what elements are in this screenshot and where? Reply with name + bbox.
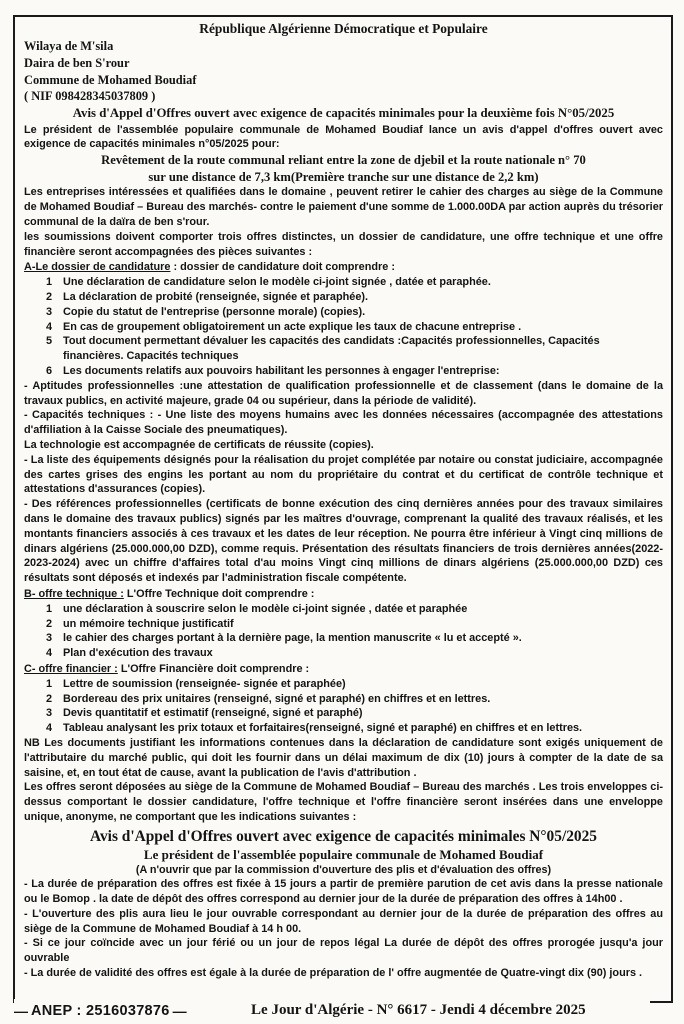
footer-dash-right: — [172, 1002, 187, 1019]
list-item-text: Plan d'exécution des travaux [63, 647, 213, 660]
list-item-text: En cas de groupement obligatoirement un acte explique les taux de chacune entreprise . [63, 320, 522, 333]
anep-reference: ANEP : 2516037876 [31, 1002, 170, 1019]
republic-header: République Algérienne Démocratique et Populaire [199, 21, 488, 36]
list-item-number: 1 [46, 276, 53, 289]
paragraph-lead: - Capacités techniques : [24, 409, 158, 422]
envelope-president-line: Le président de l'assemblée populaire communale de Mohamed Boudiaf [143, 846, 544, 862]
list-item-number: 2 [46, 291, 53, 304]
paragraph-aptitudes [24, 379, 663, 409]
paragraph-references-professionnelles [24, 497, 663, 586]
list-item-number: 4 [46, 647, 53, 660]
nb-text: Les documents justifiant les informations contenues dans la déclaration de candidature sont exigés uniquement de l'attributaire du marché public, qui doit les fournir dans un délai maximum de dix (10) jours à compter de la date de sa saisine, et, en tout état de cause, avant la publication de l'avis d'attribution . [24, 736, 663, 779]
list-item-text: Devis quantitatif et estimatif (renseigné, signé et paraphé) [63, 707, 363, 720]
list-item-text: Une déclaration de candidature selon le modèle ci-joint signée , datée et paraphée. [63, 276, 491, 289]
list-item-text: Lettre de soumission (renseignée- signée et paraphée) [63, 677, 346, 690]
envelope-opening-note: (A n'ouvrir que par la commission d'ouverture des plis et d'évaluation des offres) [135, 864, 552, 877]
section-a-heading [24, 260, 663, 275]
paragraph-lead: - Des références professionnelles [24, 498, 206, 511]
notice-title: Avis d'Appel d'Offres ouvert avec exigence de capacités minimales pour la deuxième fois N°05/2025 [72, 106, 615, 121]
list-item-number: 2 [46, 692, 53, 705]
nif-line: ( NIF 098428345037809 ) [24, 89, 156, 104]
list-item-text: Tableau analysant les prix totaux et forfaitaires(renseigné, signé et paraphé) en chiffres et en lettres. [63, 722, 583, 735]
list-item-c4 [24, 721, 663, 736]
list-item-a4 [24, 320, 663, 335]
list-item-text: Tout document permettant dévaluer les capacités des candidats :Capacités professionnelles, Capacités financières. Capacités techniques [63, 335, 600, 363]
intro-paragraph: Le président de l'assemblée populaire communale de Mohamed Boudiaf lance un avis d'appel d'offres ouvert avec exigence de capacités minimales n°05/2025 pour: [24, 123, 663, 151]
paragraph-text: (certificats de bonne exécution des cinq dernières années pour des travaux similaires dans le domaine des travaux publics) signés par les maîtres d'ouvrage, comprenant la qualité des travaux réalisés, et les montants financiers associés à ces travaux et les dates de leur réception. Ne pourra être inférieur à Vingt cinq millions de dinars algériens (25.000.000,00 DZD), comme requis. Présentation des résultats financiers de trois dernières années(2022-2023-2024) avec un chiffre d'affaires total d'au moins Vingt cinq millions de dinars algériens (25.000.000,00 DZD) ces résultats sont déposés et indexés par l'administration fiscale compétente. [24, 498, 663, 585]
closing-duree-preparation: - La durée de préparation des offres est fixée à 15 jours a partir de première parution de cet avis dans la presse nationale ou le Bomop . la date de dépôt des offres correspond au dernier jour de la durée de préparation des offres à 14h00 . [24, 878, 663, 906]
paragraph-technologie [24, 438, 663, 453]
list-item-c2 [24, 692, 663, 707]
list-item-b4 [24, 646, 663, 661]
list-item-number: 3 [46, 632, 53, 645]
list-item-text: La déclaration de probité (renseignée, signée et paraphée). [63, 291, 369, 304]
list-item-number: 2 [46, 617, 53, 630]
envelope-title: Avis d'Appel d'Offres ouvert avec exigence de capacités minimales N°05/2025 [90, 827, 597, 845]
paragraph-retrait-cahier: Les entreprises intéressées et qualifiées dans le domaine , peuvent retirer le cahier des charges au siège de la Commune de Mohamed Boudiaf – Bureau des marchés- contre le paiement d'une somme de 1.000.00DA par action auprès du trésorier communal de la daïra de ben s'rour. [24, 186, 663, 229]
list-item-text: Bordereau des prix unitaires (renseigné, signé et paraphé) en chiffres et en lettres. [63, 692, 491, 705]
list-item-text: Les documents relatifs aux pouvoirs habilitant les personnes à engager l'entreprise: [63, 365, 500, 378]
list-item-number: 4 [46, 320, 53, 333]
list-item-a3 [24, 305, 663, 320]
list-item-number: 3 [46, 707, 53, 720]
list-item-text: le cahier des charges portant à la dernière page, la mention manuscrite « lu et accepté ». [63, 632, 522, 645]
journal-edition-line: Le Jour d'Algérie - N° 6617 - Jendi 4 décembre 2025 [251, 1002, 586, 1018]
paragraph-soumissions: les soumissions doivent comporter trois offres distinctes, un dossier de candidature, une offre technique et une offre financière seront accompagnées des pièces suivantes : [24, 230, 663, 258]
list-item-text: une déclaration à souscrire selon le modèle ci-joint signée , datée et paraphée [63, 602, 468, 615]
list-item-text: Copie du statut de l'entreprise (personne morale) (copies). [63, 305, 366, 318]
commune-line: Commune de Mohamed Boudiaf [24, 72, 197, 87]
list-item-number: 6 [46, 365, 53, 378]
project-title-line2: sur une distance de 7,3 km(Première tranche sur une distance de 2,2 km) [148, 169, 539, 184]
paragraph-text: - Une liste des moyens humains avec les données nécessaires (accompagnée des attestations d'affiliation à la Caisse Sociale des pneumatiques). [24, 409, 663, 437]
list-item-b1 [24, 602, 663, 617]
list-item-number: 3 [46, 305, 53, 318]
section-b-heading-rest: L'Offre Technique doit comprendre : [123, 587, 315, 600]
notice-content [24, 20, 663, 981]
paragraph-capacites-techniques [24, 408, 663, 438]
closing-jour-ferie: - Si ce jour coïncide avec un jour férié ou un jour de repos légal La durée de dépôt des offres prorogée jusqu'a jour ouvrable [24, 937, 663, 965]
list-item-b2 [24, 617, 663, 632]
section-c-heading-underlined: C- offre financier : [24, 662, 118, 675]
list-item-c1 [24, 677, 663, 692]
list-item-number: 4 [46, 722, 53, 735]
closing-validite-offres: - La durée de validité des offres est égale à la durée de préparation de l' offre augmentée de Quatre-vingt dix (90) jours . [24, 967, 643, 980]
list-item-a6 [24, 364, 663, 379]
paragraph-liste-equipements [24, 453, 663, 497]
section-b-heading [24, 587, 663, 602]
list-item-a2 [24, 290, 663, 305]
project-title-line1: Revêtement de la route communal reliant entre la zone de djebil et la route nationale n° 70 [101, 153, 586, 168]
paragraph-depot-offres: Les offres seront déposées au siège de la Commune de Mohamed Boudiaf – Bureau des marchés . Les trois enveloppes ci-dessus comportant le dossier candidature, l'offre technique et l'offre financière seront insérées dans une enveloppe unique, anonyme, ne comportant que les indications suivantes : [24, 781, 663, 823]
notice-border-frame [13, 15, 673, 1003]
list-item-c3 [24, 706, 663, 721]
paragraph-lead: - Aptitudes professionnelles [24, 379, 180, 392]
section-c-heading [24, 662, 663, 677]
list-item-text: un mémoire technique justificatif [63, 617, 234, 630]
closing-ouverture-plis: - L'ouverture des plis aura lieu le jour ouvrable correspondant au dernier jour de la durée de préparation des offres au siège de la Commune de Mohamed Boudiaf à 14 h 00. [24, 907, 663, 935]
section-a-heading-rest: : dossier de candidature doit comprendre : [170, 261, 395, 274]
section-b-heading-underlined: B- offre technique : [24, 587, 124, 600]
section-c-heading-rest: L'Offre Financière doit comprendre : [117, 662, 310, 675]
list-item-number: 1 [46, 602, 53, 615]
footer-dash-left: — [14, 1002, 28, 1019]
list-item-b3 [24, 631, 663, 646]
issuing-authority-block [24, 38, 663, 105]
list-item-number: 5 [46, 335, 53, 348]
footer-bar [14, 999, 650, 1022]
paragraph-text: :une attestation de qualification professionnelle et de classement (dans le domaine de la travaux publics, en activité majeure, grade 04 ou supérieur, dans la période de validité). [24, 379, 664, 407]
list-item-number: 1 [46, 677, 53, 690]
section-a-heading-underlined: A-Le dossier de candidature [24, 261, 171, 274]
daira-line: Daira de ben S'rour [24, 55, 130, 70]
paragraph-text: - La liste des équipements désignés pour la réalisation du projet complétée par notaire ou constat judiciaire, accompagnée des cartes grises des engins les portant au nom du propriétaire du contrat et du certificat de contrôle technique et attestations d'assurances (copies). [24, 453, 663, 496]
wilaya-line: Wilaya de M'sila [24, 39, 114, 53]
nb-lead: NB [24, 736, 45, 749]
list-item-a5 [24, 334, 663, 364]
paragraph-nb [24, 736, 663, 780]
list-item-a1 [24, 275, 663, 290]
paragraph-text: La technologie est accompagnée de certificats de réussite (copies). [24, 439, 374, 452]
